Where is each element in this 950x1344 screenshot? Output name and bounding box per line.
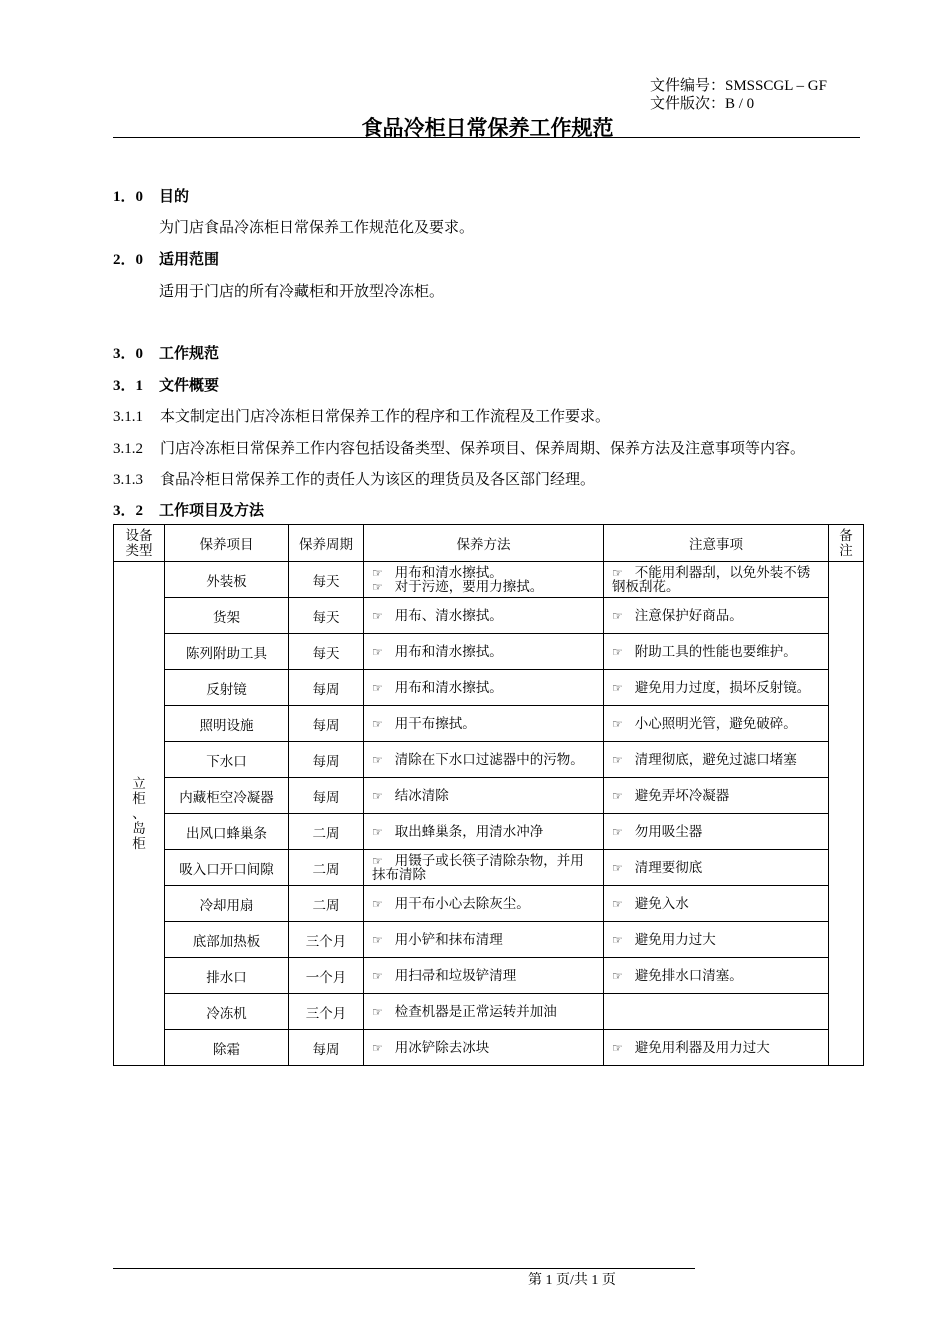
method-text: 取出蜂巢条，用清水冲净 xyxy=(394,823,544,839)
table-row xyxy=(114,850,864,886)
table-row xyxy=(114,598,864,634)
section-3-2-title: 工作项目及方法 xyxy=(159,503,265,519)
hand-pointing-icon: ☞ xyxy=(612,824,623,839)
table-row xyxy=(114,958,864,994)
device-type-char: 岛 xyxy=(132,821,146,836)
header-item: 保养项目 xyxy=(165,525,289,562)
method-line xyxy=(372,681,597,695)
cycle-cell: 每周 xyxy=(289,778,364,814)
cycle-cell: 每周 xyxy=(289,742,364,778)
table-body xyxy=(114,562,864,1066)
table-row xyxy=(114,634,864,670)
note-text: 不能用利器刮，以免外装不锈钢板刮花。 xyxy=(612,564,811,594)
method-text: 检查机器是正常运转并加油 xyxy=(394,1003,557,1019)
method-cell xyxy=(364,922,604,958)
cycle-cell: 每天 xyxy=(289,598,364,634)
hand-pointing-icon: ☞ xyxy=(612,968,623,983)
cycle-cell: 每周 xyxy=(289,706,364,742)
method-text: 用布和清水擦拭。 xyxy=(394,679,503,695)
note-text: 勿用吸尘器 xyxy=(634,823,703,839)
note-text: 避免入水 xyxy=(634,895,689,911)
method-line xyxy=(372,897,597,911)
hand-pointing-icon: ☞ xyxy=(372,716,383,731)
section-3-heading xyxy=(113,342,219,363)
cycle-cell: 二周 xyxy=(289,814,364,850)
method-cell xyxy=(364,814,604,850)
item-cell: 冷却用扇 xyxy=(165,886,289,922)
method-text: 用布和清水擦拭。 xyxy=(394,643,503,659)
note-cell xyxy=(604,958,829,994)
method-text: 用小铲和抹布清理 xyxy=(394,931,503,947)
document-title: 食品冷柜日常保养工作规范 xyxy=(361,116,614,140)
hand-pointing-icon: ☞ xyxy=(612,860,623,875)
method-cell xyxy=(364,598,604,634)
document-number: 文件编号：SMSSCGL – GF xyxy=(650,78,827,94)
note-cell xyxy=(604,742,829,778)
device-type-cell xyxy=(114,562,165,1066)
cycle-cell: 三个月 xyxy=(289,922,364,958)
device-type-char: 柜 xyxy=(132,836,146,851)
method-text: 用扫帚和垃圾铲清理 xyxy=(394,967,517,983)
document-version: 文件版次：B / 0 xyxy=(650,96,755,112)
method-line xyxy=(372,753,597,767)
method-text: 用干布擦拭。 xyxy=(394,715,476,731)
hand-pointing-icon: ☞ xyxy=(612,1040,623,1055)
note-text: 小心照明光管，避免破碎。 xyxy=(634,715,797,731)
cycle-cell: 每周 xyxy=(289,670,364,706)
device-type-char: 、 xyxy=(132,806,146,821)
hand-pointing-icon: ☞ xyxy=(372,1004,383,1019)
section-2-title: 适用范围 xyxy=(159,252,220,268)
cycle-cell: 一个月 xyxy=(289,958,364,994)
section-3-number: 3．0 xyxy=(113,346,144,362)
note-cell xyxy=(604,922,829,958)
method-text: 用布、清水擦拭。 xyxy=(394,607,503,623)
note-cell xyxy=(604,850,829,886)
hand-pointing-icon: ☞ xyxy=(612,608,623,623)
table-row xyxy=(114,886,864,922)
cycle-cell: 二周 xyxy=(289,850,364,886)
table-row xyxy=(114,670,864,706)
hand-pointing-icon: ☞ xyxy=(372,932,383,947)
method-line xyxy=(372,645,597,659)
method-line xyxy=(372,609,597,623)
paragraph-3-1-3-text: 食品冷柜日常保养工作的责任人为该区的理货员及各区部门经理。 xyxy=(160,472,596,488)
item-cell: 照明设施 xyxy=(165,706,289,742)
method-cell xyxy=(364,670,604,706)
note-text: 附助工具的性能也要维护。 xyxy=(634,643,797,659)
table-row xyxy=(114,778,864,814)
hand-pointing-icon: ☞ xyxy=(612,565,623,580)
hand-pointing-icon: ☞ xyxy=(372,1040,383,1055)
note-cell xyxy=(604,562,829,598)
item-cell: 底部加热板 xyxy=(165,922,289,958)
hand-pointing-icon: ☞ xyxy=(372,579,383,594)
note-text: 注意保护好商品。 xyxy=(634,607,743,623)
hand-pointing-icon: ☞ xyxy=(372,608,383,623)
header-device-type: 设备 类型 xyxy=(114,525,165,562)
note-text: 避免用力过度，损坏反射镜。 xyxy=(634,679,811,695)
section-1-number: 1．0 xyxy=(113,189,144,205)
method-line xyxy=(372,566,597,580)
hand-pointing-icon: ☞ xyxy=(372,788,383,803)
note-text: 清理要彻底 xyxy=(634,859,703,875)
table-row xyxy=(114,814,864,850)
hand-pointing-icon: ☞ xyxy=(372,824,383,839)
method-text: 清除在下水口过滤器中的污物。 xyxy=(394,751,584,767)
hand-pointing-icon: ☞ xyxy=(612,716,623,731)
device-type-char: 柜 xyxy=(132,791,146,806)
cycle-cell: 二周 xyxy=(289,886,364,922)
method-cell xyxy=(364,706,604,742)
section-3-1-heading xyxy=(113,374,219,395)
section-1-body: 为门店食品冷冻柜日常保养工作规范化及要求。 xyxy=(159,220,475,236)
paragraph-3-1-1 xyxy=(113,405,610,426)
method-line xyxy=(372,580,597,594)
note-cell xyxy=(604,778,829,814)
method-line xyxy=(372,1005,597,1019)
hand-pointing-icon: ☞ xyxy=(612,644,623,659)
section-3-title: 工作规范 xyxy=(159,346,220,362)
paragraph-3-1-1-number: 3.1.1 xyxy=(113,409,143,425)
hand-pointing-icon: ☞ xyxy=(372,968,383,983)
hand-pointing-icon: ☞ xyxy=(612,932,623,947)
section-1-heading xyxy=(113,185,189,206)
page-footer: 第 1 页/共 1 页 xyxy=(528,1273,616,1288)
table-row xyxy=(114,706,864,742)
hand-pointing-icon: ☞ xyxy=(612,752,623,767)
title-rule xyxy=(113,137,860,138)
section-3-2-heading xyxy=(113,499,264,520)
method-text: 用干布小心去除灰尘。 xyxy=(394,895,530,911)
method-cell xyxy=(364,850,604,886)
item-cell: 货架 xyxy=(165,598,289,634)
table-row xyxy=(114,994,864,1030)
note-text: 避免用利器及用力过大 xyxy=(634,1039,770,1055)
method-line xyxy=(372,825,597,839)
method-cell xyxy=(364,958,604,994)
note-cell xyxy=(604,1030,829,1066)
section-2-body: 适用于门店的所有冷藏柜和开放型冷冻柜。 xyxy=(159,284,445,300)
section-1-title: 目的 xyxy=(159,189,190,205)
method-cell xyxy=(364,886,604,922)
note-text: 避免排水口清塞。 xyxy=(634,967,743,983)
hand-pointing-icon: ☞ xyxy=(372,853,383,868)
method-text: 结冰清除 xyxy=(394,787,449,803)
hand-pointing-icon: ☞ xyxy=(372,896,383,911)
method-cell xyxy=(364,778,604,814)
paragraph-3-1-2-number: 3.1.2 xyxy=(113,441,143,457)
item-cell: 排水口 xyxy=(165,958,289,994)
note-text: 避免用力过大 xyxy=(634,931,716,947)
item-cell: 反射镜 xyxy=(165,670,289,706)
note-cell xyxy=(604,706,829,742)
table-row xyxy=(114,742,864,778)
item-cell: 除霜 xyxy=(165,1030,289,1066)
table-row xyxy=(114,562,864,598)
header-method: 保养方法 xyxy=(364,525,604,562)
hand-pointing-icon: ☞ xyxy=(612,788,623,803)
method-line xyxy=(372,789,597,803)
hand-pointing-icon: ☞ xyxy=(372,752,383,767)
note-cell xyxy=(604,634,829,670)
item-cell: 冷冻机 xyxy=(165,994,289,1030)
note-cell xyxy=(604,994,829,1030)
paragraph-3-1-2-text: 门店冷冻柜日常保养工作内容包括设备类型、保养项目、保养周期、保养方法及注意事项等内容。 xyxy=(160,441,806,457)
method-line xyxy=(372,854,597,882)
header-notes: 注意事项 xyxy=(604,525,829,562)
section-3-1-title: 文件概要 xyxy=(159,378,220,394)
item-cell: 下水口 xyxy=(165,742,289,778)
note-text: 避免弄坏冷凝器 xyxy=(634,787,730,803)
note-text: 清理彻底，避免过滤口堵塞 xyxy=(634,751,797,767)
section-3-1-number: 3．1 xyxy=(113,378,144,394)
method-line xyxy=(372,717,597,731)
hand-pointing-icon: ☞ xyxy=(372,680,383,695)
cycle-cell: 三个月 xyxy=(289,994,364,1030)
maintenance-table xyxy=(113,524,864,1066)
cycle-cell: 每天 xyxy=(289,562,364,598)
hand-pointing-icon: ☞ xyxy=(612,896,623,911)
note-cell xyxy=(604,886,829,922)
section-2-heading xyxy=(113,248,219,269)
method-cell xyxy=(364,634,604,670)
paragraph-3-1-2 xyxy=(113,437,805,458)
method-line xyxy=(372,1041,597,1055)
method-text: 对于污迹，要用力擦拭。 xyxy=(394,578,544,594)
table-header-row xyxy=(114,525,864,562)
note-cell xyxy=(604,814,829,850)
item-cell: 吸入口开口间隙 xyxy=(165,850,289,886)
paragraph-3-1-1-text: 本文制定出门店冷冻柜日常保养工作的程序和工作流程及工作要求。 xyxy=(160,409,611,425)
method-cell xyxy=(364,562,604,598)
note-cell xyxy=(604,598,829,634)
item-cell: 陈列附助工具 xyxy=(165,634,289,670)
table-row xyxy=(114,1030,864,1066)
item-cell: 外装板 xyxy=(165,562,289,598)
hand-pointing-icon: ☞ xyxy=(372,644,383,659)
method-line xyxy=(372,933,597,947)
section-2-number: 2．0 xyxy=(113,252,144,268)
paragraph-3-1-3-number: 3.1.3 xyxy=(113,472,143,488)
item-cell: 内藏柜空冷凝器 xyxy=(165,778,289,814)
paragraph-3-1-3 xyxy=(113,468,595,489)
method-line xyxy=(372,969,597,983)
device-type-char: 立 xyxy=(132,776,146,791)
cycle-cell: 每天 xyxy=(289,634,364,670)
table-row xyxy=(114,922,864,958)
method-cell xyxy=(364,1030,604,1066)
note-cell xyxy=(604,670,829,706)
method-cell xyxy=(364,994,604,1030)
hand-pointing-icon: ☞ xyxy=(372,565,383,580)
document-info xyxy=(650,77,827,113)
method-cell xyxy=(364,742,604,778)
method-text: 用布和清水擦拭。 xyxy=(394,564,503,580)
cycle-cell: 每周 xyxy=(289,1030,364,1066)
method-text: 用冰铲除去冰块 xyxy=(394,1039,490,1055)
section-3-2-number: 3．2 xyxy=(113,503,144,519)
header-cycle: 保养周期 xyxy=(289,525,364,562)
method-text: 用镊子或长筷子清除杂物，并用抹布清除 xyxy=(372,852,584,882)
hand-pointing-icon: ☞ xyxy=(612,680,623,695)
item-cell: 出风口蜂巢条 xyxy=(165,814,289,850)
remark-cell xyxy=(829,562,864,1066)
header-remark: 备 注 xyxy=(829,525,864,562)
